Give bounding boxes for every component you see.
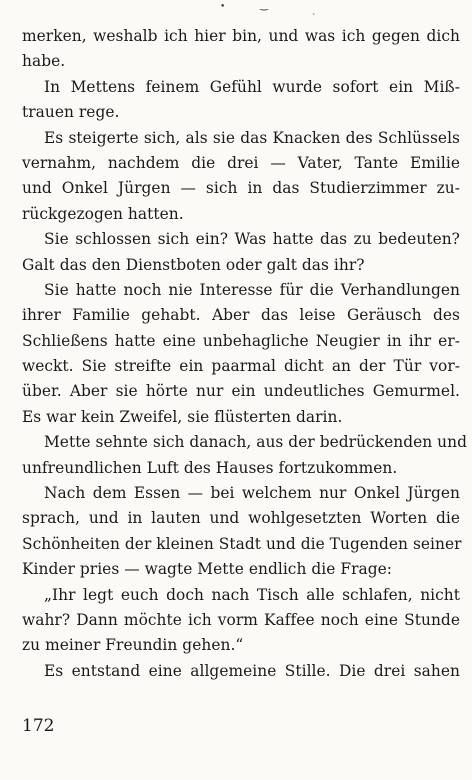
text-line: vernahm, nachdem die drei — Vater, Tante Emilie xyxy=(22,153,460,172)
text-line: Galt das den Dienstboten oder galt das ihr? xyxy=(22,255,365,274)
text-line: „Ihr legt euch doch nach Tisch alle schlafen, nicht xyxy=(44,585,460,604)
text-line: über. Aber sie hörte nur ein undeutliches Gemurmel. xyxy=(22,382,460,401)
text-line: und Onkel Jürgen — sich in das Studierzimmer zu- xyxy=(22,179,460,198)
text-line: Es entstand eine allgemeine Stille. Die drei sahen xyxy=(44,661,460,680)
text-line: Sie schlossen sich ein? Was hatte das zu bedeuten? xyxy=(44,230,460,249)
text-line: sprach, und in lauten und wohlgesetzten Worten die xyxy=(22,509,460,528)
text-line: zu meiner Freundin gehen.“ xyxy=(22,636,244,655)
text-line: Sie hatte noch nie Interesse für die Verhandlungen xyxy=(44,280,460,299)
text-line: Schönheiten der kleinen Stadt und die Tugenden seiner xyxy=(22,534,462,553)
page-number: 172 xyxy=(22,716,55,736)
text-line: ihrer Familie gehabt. Aber das leise Geräusch des xyxy=(22,306,460,325)
text-line: rückgezogen hatten. xyxy=(22,204,184,223)
text-line: trauen rege. xyxy=(22,103,120,122)
text-line: Es war kein Zweifel, sie flüsterten darin. xyxy=(22,407,343,426)
text-line: Schließens hatte eine unbehagliche Neugier in ihr er- xyxy=(22,331,460,350)
text-line: weckt. Sie streifte ein paarmal dicht an der Tür vor- xyxy=(22,357,460,376)
text-line: Kinder pries — wagte Mette endlich die Frage: xyxy=(22,560,393,579)
text-line: Mette sehnte sich danach, aus der bedrückenden und xyxy=(44,433,468,452)
text-line: merken, weshalb ich hier bin, und was ich gegen dich xyxy=(22,27,460,45)
text-line: wahr? Dann möchte ich vorm Kaffee noch eine Stunde xyxy=(22,610,460,629)
text-line: unfreundlichen Luft des Hauses fortzukommen. xyxy=(22,458,398,477)
text-line: habe. xyxy=(22,52,66,71)
body-text xyxy=(22,24,468,684)
top-margin-marks: • ‿ ˴ xyxy=(220,0,316,19)
text-line: In Mettens feinem Gefühl wurde sofort ein Miß- xyxy=(44,77,460,96)
text-line: Nach dem Essen — bei welchem nur Onkel Jürgen xyxy=(44,484,460,503)
text-line: Es steigerte sich, als sie das Knacken des Schlüssels xyxy=(44,128,460,147)
